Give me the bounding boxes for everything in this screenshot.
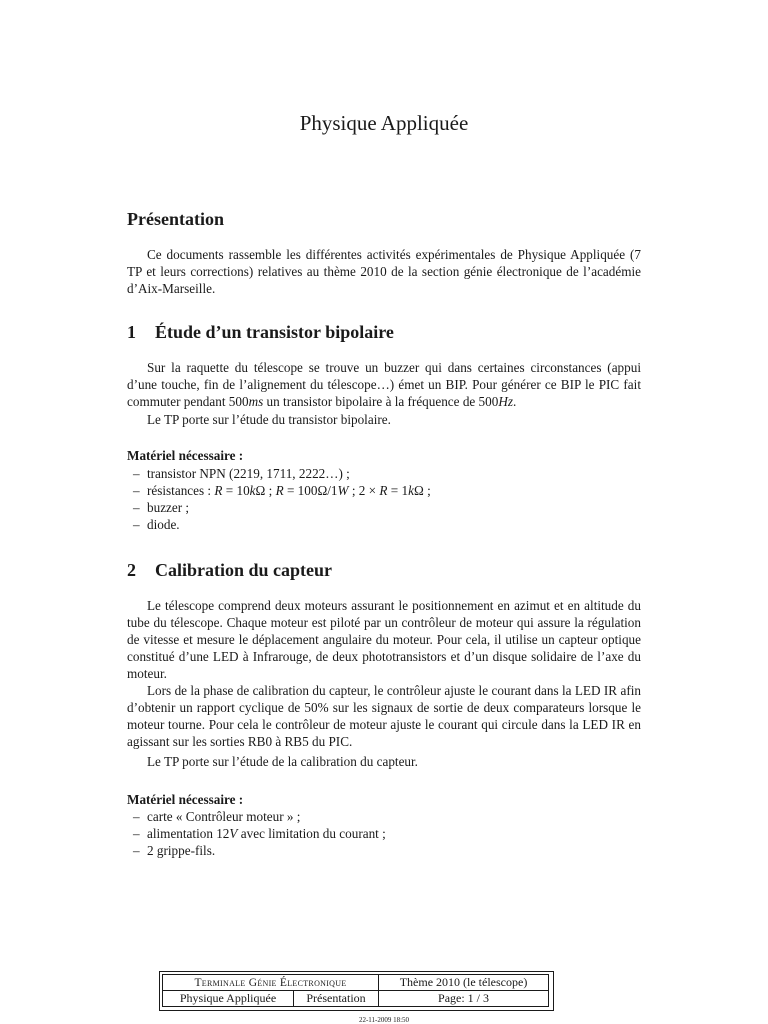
footer-theme: Thème 2010 (le télescope) [379, 975, 549, 991]
section-1-material-label: Matériel nécessaire : [127, 448, 244, 463]
text-run: Ω ; [255, 483, 276, 498]
list-item: – diode. [127, 516, 627, 533]
intro-paragraph: Ce documents rassemble les différentes activités expérimentales de Physique Appliquée (7 TP et leurs corrections) relatives au thème 2010 de la section génie électronique de l’académie d’Aix-Marseille. [127, 247, 641, 296]
list-item: – 2 grippe-fils. [127, 842, 627, 859]
section-2-paragraph-1: Le télescope comprend deux moteurs assurant le positionnement en azimut et en altitude du tube du télescope. Chaque moteur est piloté par un contrôleur de moteur qui assure la régulation de vitesse et mesure le déplacement angulaire du moteur. Pour cela, il utilise un capteur optique constitué d’une LED à Infrarouge, de deux phototransistors et d’un disque solidaire de l’axe du moteur. [127, 598, 641, 681]
document-title: Physique Appliquée [299, 111, 469, 135]
math-var: V [229, 826, 238, 841]
text-run: Ω ; [413, 483, 431, 498]
text-run: = 100Ω/1 [283, 483, 338, 498]
list-item [127, 825, 627, 842]
footer-page: Page: 1 / 3 [379, 991, 549, 1007]
section-2-heading [127, 560, 332, 581]
text-run: avec limitation du courant ; [237, 826, 386, 841]
math-var: R [379, 483, 388, 498]
footer-class: Terminale Génie Électronique [163, 975, 379, 991]
list-item: – transistor NPN (2219, 1711, 2222…) ; [127, 465, 627, 482]
section-1-heading [127, 322, 394, 343]
list-item: – carte « Contrôleur moteur » ; [127, 808, 627, 825]
math-var: R [214, 483, 223, 498]
list-item: – buzzer ; [127, 499, 627, 516]
text-run: résistances : [147, 483, 215, 498]
section-1-paragraph-2: Le TP porte sur l’étude du transistor bipolaire. [147, 412, 391, 427]
text-run: ; 2 × [348, 483, 380, 498]
footer-box [159, 971, 554, 1011]
text-run: Sur la raquette du télescope se trouve un buzzer qui dans certaines circonstances (appui d’une touche, fin de l’alignement du télescope…) émet un BIP. Pour générer ce BIP le PIC fait commuter pendant 500 [127, 360, 641, 409]
section-2-material-list [127, 808, 627, 859]
text-run: = 10 [222, 483, 250, 498]
section-2-title: Calibration du capteur [155, 560, 333, 580]
text-run: . [513, 394, 517, 409]
math-var: W [337, 483, 349, 498]
unit-ms: ms [248, 394, 264, 409]
section-2-paragraph-3: Le TP porte sur l’étude de la calibration du capteur. [147, 754, 418, 769]
section-1-number: 1 [127, 322, 136, 342]
section-2-material-label: Matériel nécessaire : [127, 792, 244, 807]
section-2-number: 2 [127, 560, 136, 580]
unit-hz: Hz [498, 394, 513, 409]
section-1-paragraph-1 [127, 359, 641, 410]
math-var: R [275, 483, 284, 498]
text-run: un transistor bipolaire à la fréquence de 500 [263, 394, 499, 409]
list-item [127, 482, 627, 499]
section-2-paragraph-2: Lors de la phase de calibration du capteur, le contrôleur ajuste le courant dans la LED IR afin d’obtenir un rapport cyclique de 50% sur les signaux de sortie de deux comparateurs lorsque le moteur tourne. Pour cela le contrôleur de moteur ajuste le courant qui circule dans la LED IR en agissant sur les sorties RB0 à RB5 du PIC. [127, 683, 641, 749]
footer-date: 22-11-2009 18:50 [358, 1016, 410, 1024]
math-var: k [408, 483, 414, 498]
footer-subject: Physique Appliquée [163, 991, 294, 1007]
section-1-title: Étude d’un transistor bipolaire [155, 322, 394, 342]
section-1-material-list [127, 465, 627, 533]
text-run: = 1 [387, 483, 409, 498]
text-run: alimentation 12 [147, 826, 230, 841]
math-var: k [249, 483, 256, 498]
intro-heading: Présentation [127, 209, 224, 229]
footer-table [162, 974, 549, 1007]
footer-part: Présentation [294, 991, 379, 1007]
